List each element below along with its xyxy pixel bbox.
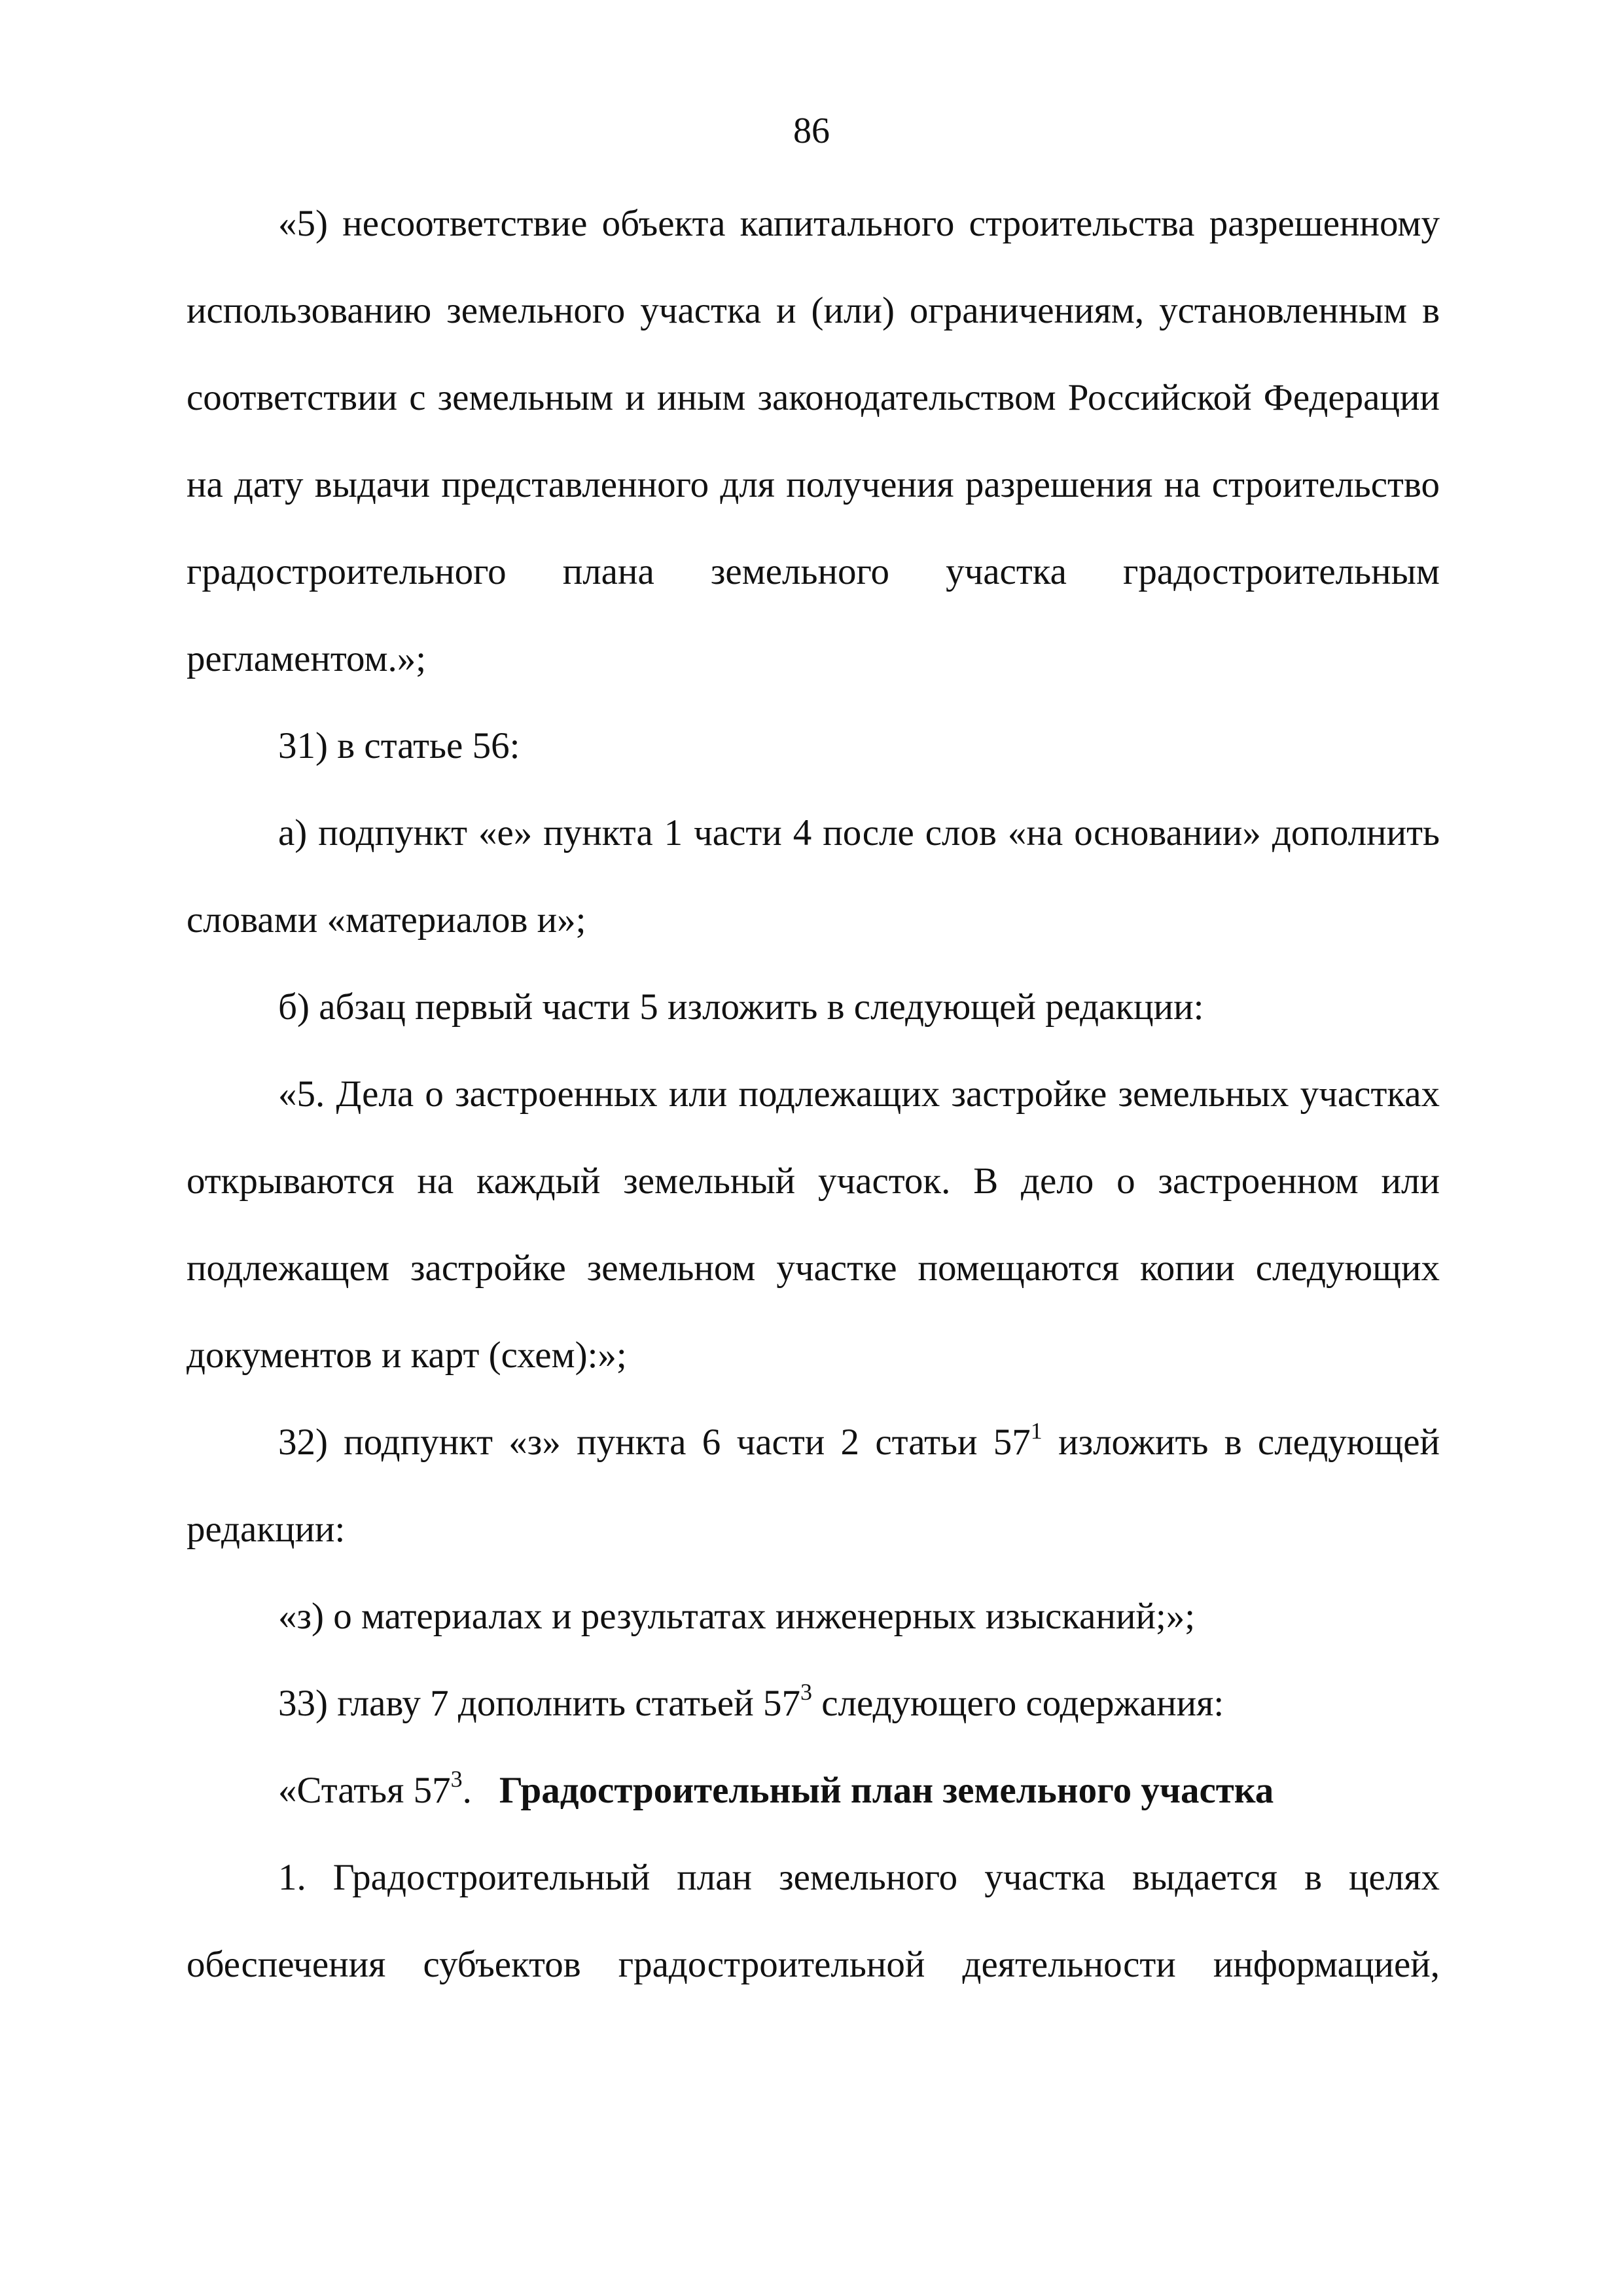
paragraph-subpoint-b: б) абзац первый части 5 изложить в следующей редакции: xyxy=(278,986,1204,1028)
paragraph-point-33-text: 33) главу 7 дополнить статьей 57 xyxy=(278,1683,800,1724)
article-label-end: . xyxy=(462,1770,472,1811)
page-number: 86 xyxy=(793,111,830,151)
superscript: 1 xyxy=(1030,1418,1043,1444)
article-heading xyxy=(187,1747,1440,1834)
paragraph-item-5: «5) несоответствие объекта капитального строительства разрешенному использованию земельного участка и (или) ограничениям, установленным в соответствии с земельным и иным законодательством Российской Федерации на дату выдачи представленного для получения разрешения на строительство градостроительного плана земельного участка градостроительным регламентом.»; xyxy=(187,203,1440,679)
paragraph-point-32 xyxy=(187,1399,1440,1573)
document-body xyxy=(187,180,1440,2008)
article-label: «Статья 57 xyxy=(278,1770,451,1811)
paragraph-point-33 xyxy=(187,1660,1440,1747)
superscript: 3 xyxy=(800,1679,812,1705)
paragraph-point-33-text-end: следующего содержания: xyxy=(812,1683,1224,1724)
paragraph-article-part-1: 1. Градостроительный план земельного участка выдается в целях обеспечения субъектов градостроительной деятельности информацией, xyxy=(187,1857,1440,1985)
paragraph-point-32-text: 32) подпункт «з» пункта 6 части 2 статьи 57 xyxy=(278,1422,1031,1463)
paragraph-subpoint-a: а) подпункт «е» пункта 1 части 4 после слов «на основании» дополнить словами «материалов и»; xyxy=(187,812,1440,941)
paragraph-quoted-subpoint-z: «з) о материалах и результатах инженерных изысканий;»; xyxy=(278,1596,1196,1637)
paragraph-point-32-text-end: изложить в следующей редакции: xyxy=(187,1422,1440,1550)
article-title: Градостроительный план земельного участка xyxy=(499,1770,1274,1811)
superscript: 3 xyxy=(450,1766,463,1792)
paragraph-quoted-item-5: «5. Дела о застроенных или подлежащих застройке земельных участках открываются на каждый земельный участок. В дело о застроенном или подлежащем застройке земельном участке помещаются копии следующих документов и карт (схем):»; xyxy=(187,1073,1440,1376)
paragraph-point-31: 31) в статье 56: xyxy=(278,725,520,766)
